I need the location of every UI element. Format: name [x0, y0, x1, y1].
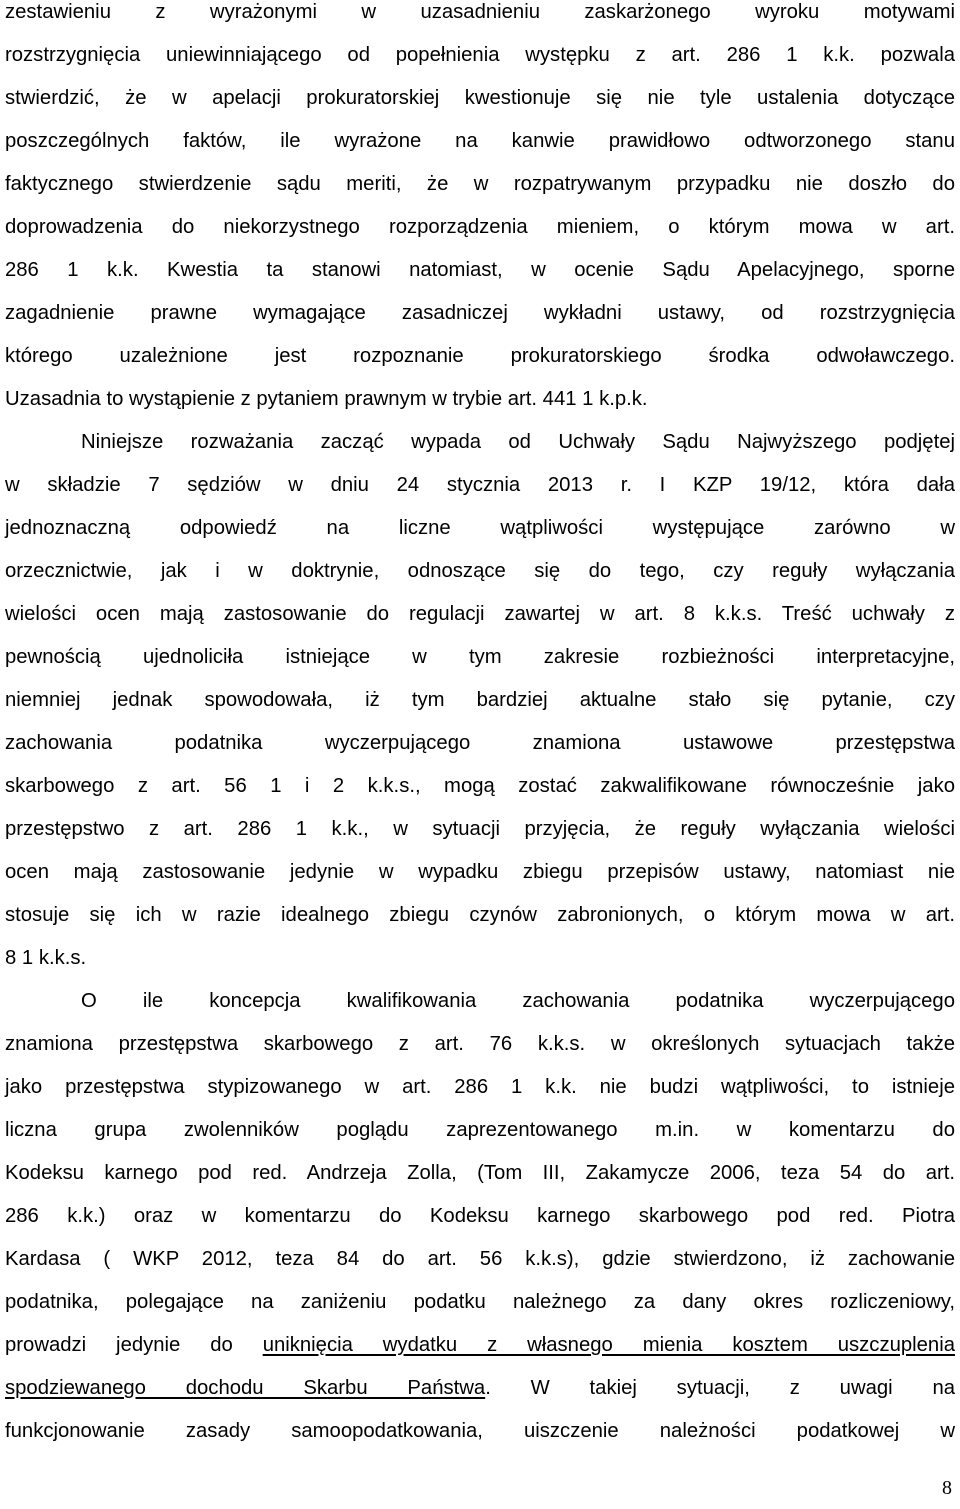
- text-line: 286 1 k.k. Kwestia ta stanowi natomiast, w ocenie Sądu Apelacyjnego, sporne: [5, 259, 955, 281]
- text-line: funkcjonowanie zasady samoopodatkowania, uiszczenie należności podatkowej w: [5, 1420, 955, 1442]
- text-run: . W takiej sytuacji, z uwagi na: [485, 1377, 955, 1399]
- text-line: zachowania podatnika wyczerpującego znamiona ustawowe przestępstwa: [5, 732, 955, 754]
- text-line: stwierdzić, że w apelacji prokuratorskiej kwestionuje się nie tyle ustalenia dotyczące: [5, 87, 955, 109]
- text-line: jednoznaczną odpowiedź na liczne wątpliwości występujące zarówno w: [5, 517, 955, 539]
- text-line: ocen mają zastosowanie jedynie w wypadku zbiegu przepisów ustawy, natomiast nie: [5, 861, 955, 883]
- text-line: orzecznictwie, jak i w doktrynie, odnoszące się do tego, czy reguły wyłączania: [5, 560, 955, 582]
- text-line: zestawieniu z wyrażonymi w uzasadnieniu zaskarżonego wyroku motywami: [5, 1, 955, 23]
- text-line: [5, 1376, 955, 1402]
- text-line: 8 1 k.k.s.: [5, 947, 87, 969]
- paragraph-first-line: Niniejsze rozważania zacząć wypada od Uchwały Sądu Najwyższego podjętej: [81, 431, 955, 453]
- text-line: w składzie 7 sędziów w dniu 24 stycznia 2013 r. I KZP 19/12, która dała: [5, 474, 955, 496]
- text-line: Kodeksu karnego pod red. Andrzeja Zolla, (Tom III, Zakamycze 2006, teza 54 do art.: [5, 1162, 955, 1184]
- text-line: wielości ocen mają zastosowanie do regulacji zawartej w art. 8 k.k.s. Treść uchwały z: [5, 603, 955, 625]
- text-line: poszczególnych faktów, ile wyrażone na kanwie prawidłowo odtworzonego stanu: [5, 130, 955, 152]
- text-line: zagadnienie prawne wymagające zasadniczej wykładni ustawy, od rozstrzygnięcia: [5, 302, 955, 324]
- text-line: [5, 1333, 955, 1359]
- text-line: znamiona przestępstwa skarbowego z art. 76 k.k.s. w określonych sytuacjach także: [5, 1033, 955, 1055]
- text-line: rozstrzygnięcia uniewinniającego od popełnienia występku z art. 286 1 k.k. pozwala: [5, 44, 955, 66]
- text-line: przestępstwo z art. 286 1 k.k., w sytuacji przyjęcia, że reguły wyłączania wielości: [5, 818, 955, 840]
- text-line: stosuje się ich w razie idealnego zbiegu czynów zabronionych, o którym mowa w art.: [5, 904, 955, 926]
- text-line: pewnością ujednoliciła istniejące w tym zakresie rozbieżności interpretacyjne,: [5, 646, 955, 668]
- text-line: Uzasadnia to wystąpienie z pytaniem prawnym w trybie art. 441 1 k.p.k.: [5, 388, 648, 410]
- text-line: podatnika, polegające na zaniżeniu podatku należnego za dany okres rozliczeniowy,: [5, 1291, 955, 1313]
- text-line: 286 k.k.) oraz w komentarzu do Kodeksu karnego skarbowego pod red. Piotra: [5, 1205, 955, 1227]
- text-line: Kardasa ( WKP 2012, teza 84 do art. 56 k.k.s), gdzie stwierdzono, iż zachowanie: [5, 1248, 955, 1270]
- text-line: jako przestępstwa stypizowanego w art. 286 1 k.k. nie budzi wątpliwości, to istnieje: [5, 1076, 955, 1098]
- text-line: liczna grupa zwolenników poglądu zaprezentowanego m.in. w komentarzu do: [5, 1119, 955, 1141]
- text-line: skarbowego z art. 56 1 i 2 k.k.s., mogą zostać zakwalifikowane równocześnie jako: [5, 775, 955, 797]
- text-line: niemniej jednak spowodowała, iż tym bardziej aktualne stało się pytanie, czy: [5, 689, 955, 711]
- text-run: prowadzi jedynie do: [5, 1334, 263, 1356]
- paragraph-first-line: O ile koncepcja kwalifikowania zachowania podatnika wyczerpującego: [81, 990, 955, 1012]
- text-line: doprowadzenia do niekorzystnego rozporządzenia mieniem, o którym mowa w art.: [5, 216, 955, 238]
- text-line: którego uzależnione jest rozpoznanie prokuratorskiego środka odwoławczego.: [5, 345, 955, 367]
- underlined-text: uniknięcia wydatku z własnego mienia kosztem uszczuplenia: [262, 1334, 955, 1356]
- text-line: faktycznego stwierdzenie sądu meriti, że w rozpatrywanym przypadku nie doszło do: [5, 173, 955, 195]
- page-number: 8: [942, 1477, 952, 1499]
- underlined-text: spodziewanego dochodu Skarbu Państwa: [5, 1377, 486, 1399]
